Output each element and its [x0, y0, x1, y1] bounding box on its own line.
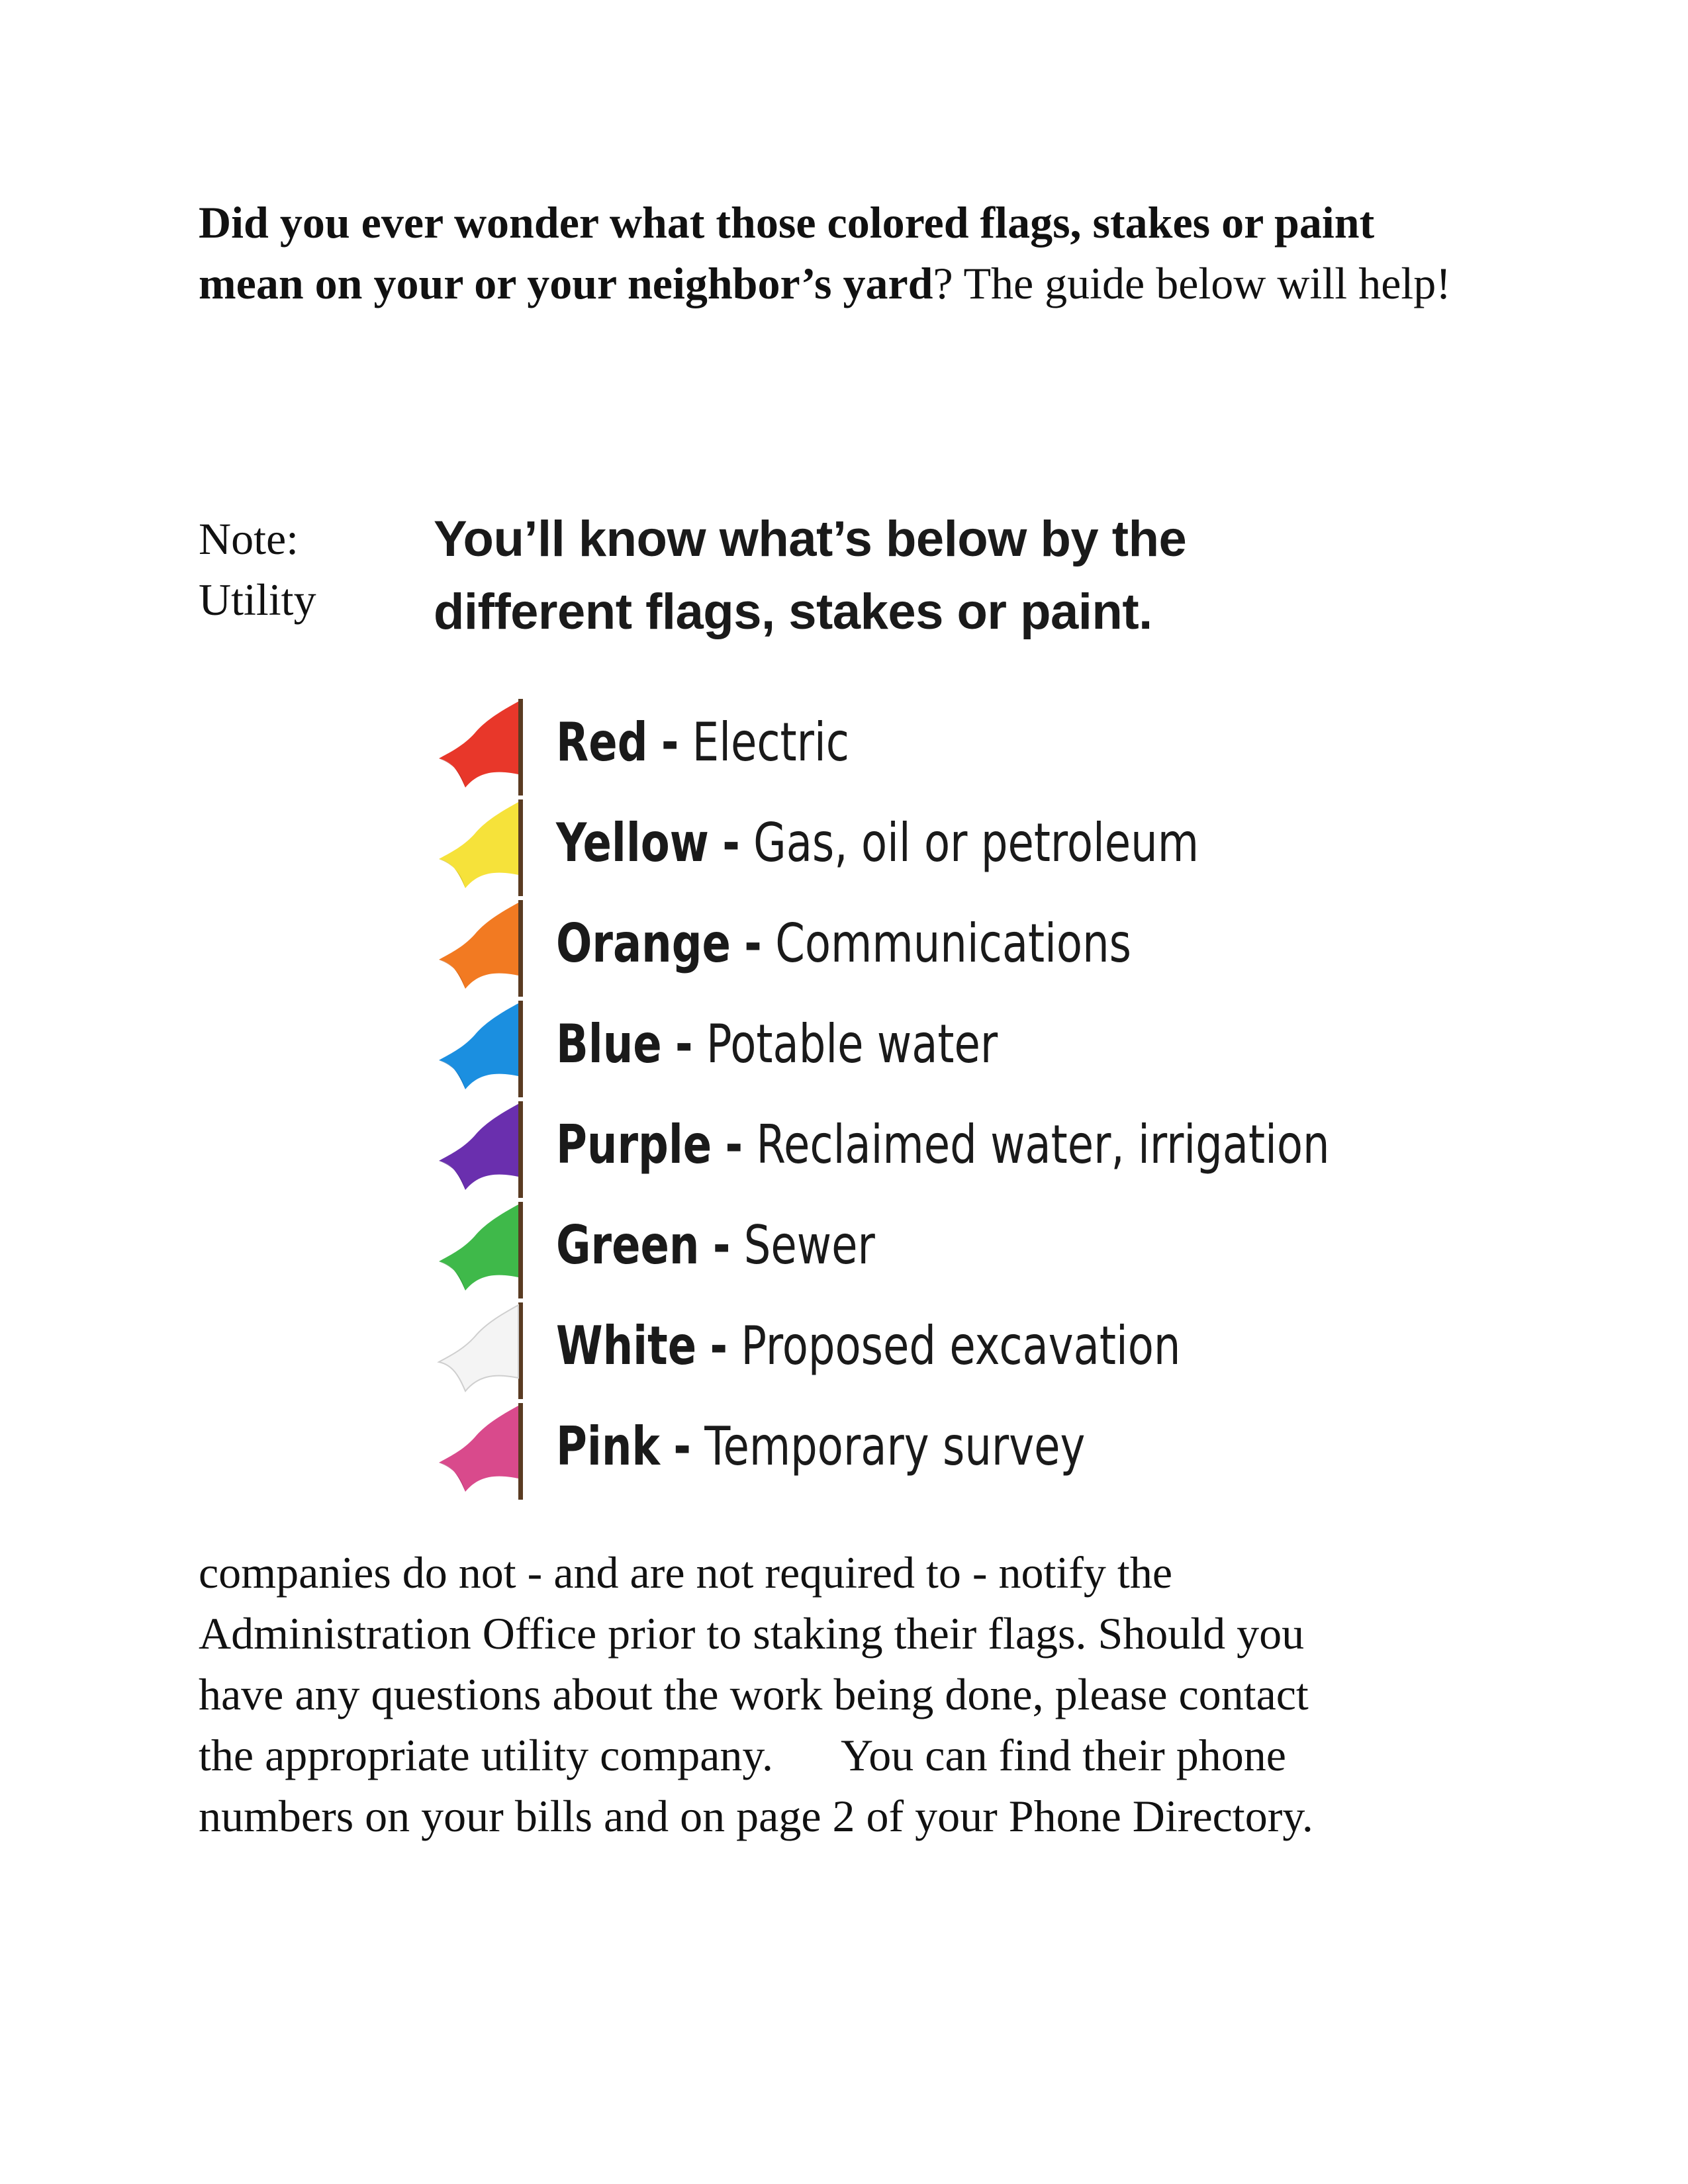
flag-meaning: Temporary survey	[704, 1416, 1086, 1477]
flag-meaning: Reclaimed water, irrigation	[756, 1114, 1330, 1175]
flag-meaning: Gas, oil or petroleum	[753, 812, 1199, 874]
flag-row-green	[434, 1198, 1427, 1298]
flag-meaning: Proposed excavation	[741, 1315, 1181, 1377]
blue-flag-icon	[434, 997, 533, 1097]
flag-label-yellow	[556, 810, 1199, 876]
flag-color-name: Orange	[556, 913, 731, 974]
flag-label-orange	[556, 911, 1131, 977]
purple-flag-icon	[434, 1097, 533, 1198]
body-line-5: numbers on your bills and on page 2 of your Phone Directory.	[199, 1791, 1313, 1841]
note-label-word: Note:	[199, 514, 299, 564]
note-label	[199, 508, 316, 630]
note-utility-word: Utility	[199, 574, 316, 625]
orange-flag-icon	[434, 896, 533, 997]
pink-flag-icon	[434, 1399, 533, 1500]
body-line-2: Administration Office prior to staking their flags. Should you	[199, 1608, 1305, 1659]
flag-label-green	[556, 1212, 875, 1279]
flag-color-name: Purple	[556, 1114, 712, 1175]
flag-meaning: Electric	[692, 711, 849, 773]
flag-meaning: Sewer	[743, 1214, 875, 1276]
body-line-1: companies do not - and are not required to - notify the	[199, 1547, 1172, 1598]
flag-color-guide	[434, 503, 1427, 1477]
intro-paragraph	[199, 192, 1489, 314]
flag-color-name: Green	[556, 1214, 700, 1276]
flag-row-red	[434, 695, 1427, 796]
flag-dash: -	[722, 812, 740, 874]
body-line-4: the appropriate utility company. You can find their phone	[199, 1730, 1286, 1780]
flag-dash: -	[712, 1214, 731, 1276]
flag-label-blue	[556, 1011, 998, 1077]
flag-color-name: White	[556, 1315, 697, 1377]
guide-heading-line-2: different flags, stakes or paint.	[434, 584, 1152, 640]
flag-meaning: Potable water	[706, 1013, 998, 1075]
flag-dash: -	[725, 1114, 743, 1175]
flag-dash: -	[673, 1416, 691, 1477]
body-line-3: have any questions about the work being done, please contact	[199, 1669, 1309, 1719]
flag-dash: -	[661, 711, 679, 773]
flag-label-purple	[556, 1112, 1330, 1178]
flag-row-pink	[434, 1399, 1427, 1500]
flag-label-red	[556, 709, 849, 776]
intro-bold-question: Did you ever wonder what those colored flags, stakes or paint mean on your or your neighbor’s yard	[199, 197, 1375, 308]
flag-row-purple	[434, 1097, 1427, 1198]
flag-label-pink	[556, 1414, 1085, 1480]
flag-color-name: Pink	[556, 1416, 660, 1477]
green-flag-icon	[434, 1198, 533, 1298]
flag-row-orange	[434, 896, 1427, 997]
flag-dash: -	[744, 913, 762, 974]
flag-row-yellow	[434, 796, 1427, 896]
flag-color-name: Yellow	[556, 812, 709, 874]
flag-row-blue	[434, 997, 1427, 1097]
flag-meaning: Communications	[775, 913, 1131, 974]
flag-label-white	[556, 1313, 1180, 1379]
flag-dash: -	[710, 1315, 728, 1377]
white-flag-icon	[434, 1298, 533, 1399]
guide-heading	[434, 503, 1427, 649]
red-flag-icon	[434, 695, 533, 796]
intro-rest: ? The guide below will help!	[933, 258, 1451, 308]
flag-dash: -	[675, 1013, 693, 1075]
flag-color-name: Red	[556, 711, 648, 773]
flag-row-white	[434, 1298, 1427, 1399]
guide-heading-line-1: You’ll know what’s below by the	[434, 511, 1187, 567]
flag-color-name: Blue	[556, 1013, 662, 1075]
yellow-flag-icon	[434, 796, 533, 896]
body-paragraph	[199, 1542, 1509, 1846]
